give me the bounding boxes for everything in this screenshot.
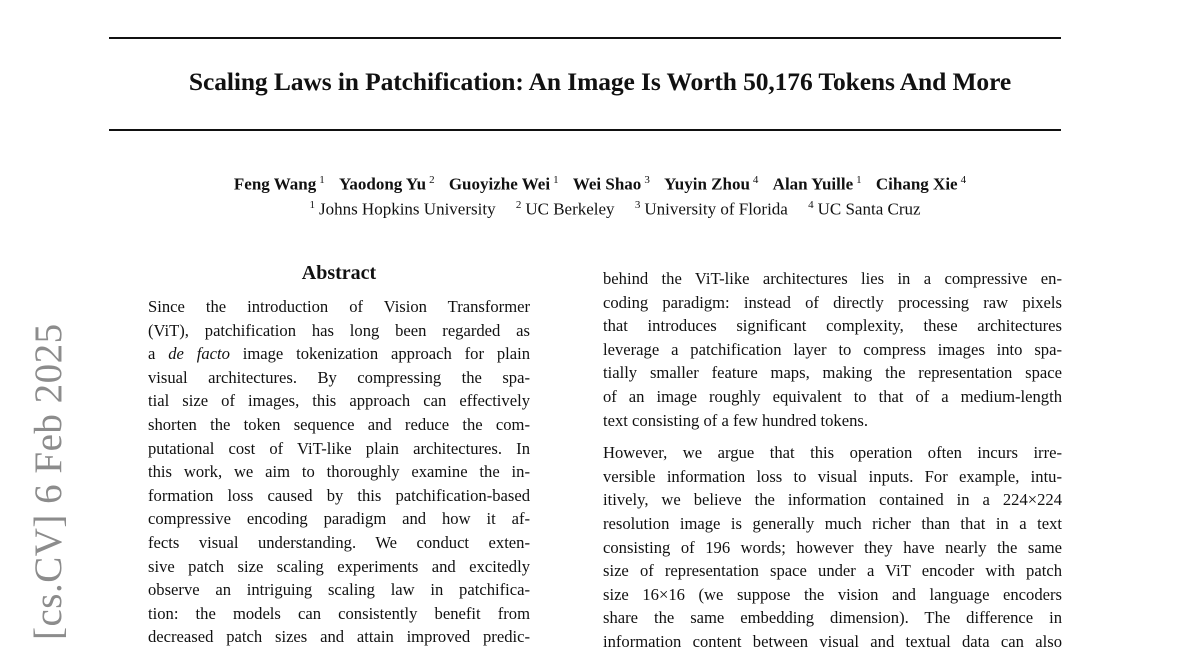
author: Guoyizhe Wei $^1$: [448, 174, 559, 194]
body-line: size 16×16 (we suppose the vision and language encoders: [603, 584, 1062, 604]
body-line: itively, we believe the information contained in a 224×224: [603, 490, 1062, 510]
abstract-line: Since the introduction of Vision Transformer: [148, 297, 530, 316]
abstract-line: a de facto image tokenization approach for plain: [148, 344, 530, 364]
paper-title: Scaling Laws in Patchification: An Image Is Worth 50,176 Tokens And More: [188, 67, 1012, 96]
body-line: behind the ViT-like architectures lies in a compressive en-: [603, 269, 1062, 288]
body-line: size of representation space under a ViT encoder with patch: [603, 561, 1062, 581]
affiliation: $^4$ UC Santa Cruz: [808, 199, 921, 219]
author: Yaodong Yu $^2$: [338, 174, 435, 194]
abstract-line: observe an intriguing scaling law in patchifica-: [148, 580, 530, 600]
body-line: leverage a patchification layer to compress images into spa-: [603, 339, 1062, 359]
body-line: that introduces significant complexity, these architectures: [603, 316, 1062, 336]
body-line: resolution image is generally much richer than that in a text: [603, 513, 1062, 533]
body-line: tially smaller feature maps, making the representation space: [603, 363, 1062, 383]
body-line: information content between visual and textual data can also: [603, 631, 1062, 651]
body-line: text consisting of a few hundred tokens.: [603, 410, 868, 430]
abstract-line: decreased patch sizes and attain improved predic-: [148, 627, 530, 647]
abstract-line: compressive encoding paradigm and how it af-: [148, 509, 530, 529]
intro-body: [603, 267, 1062, 654]
body-line: of an image roughly equivalent to that of a medium-length: [603, 386, 1062, 406]
abstract-line: visual architectures. By compressing the spa-: [148, 367, 530, 387]
body-line: However, we argue that this operation often incurs irre-: [603, 443, 1062, 463]
abstract-line: putational cost of ViT-like plain architectures. In: [148, 438, 530, 458]
author: Wei Shao $^3$: [572, 174, 650, 194]
affiliation: $^2$ UC Berkeley: [515, 199, 615, 219]
abstract-line: tial size of images, this approach can effectively: [148, 391, 530, 411]
affiliation-list: [60, 199, 1170, 220]
author-list: [60, 174, 1140, 195]
abstract-line: shorten the token sequence and reduce the com-: [148, 414, 530, 434]
affiliation: $^3$ University of Florida: [634, 199, 788, 219]
title-bottom-rule: [109, 129, 1061, 131]
arxiv-id-stamp: [cs.CV] 6 Feb 2025: [27, 323, 70, 640]
title-top-rule: [109, 37, 1061, 39]
abstract-body: [148, 295, 530, 649]
body-line: versible information loss to visual inputs. For example, intu-: [603, 466, 1062, 486]
author: Feng Wang $^1$: [233, 174, 325, 194]
abstract-heading: Abstract: [301, 262, 377, 284]
body-line: share the same embedding dimension). The difference in: [603, 608, 1062, 628]
intro-paragraph-1: [603, 267, 1062, 432]
body-line: consisting of 196 words; however they have nearly the same: [603, 537, 1062, 557]
abstract-line: sive patch size scaling experiments and excitedly: [148, 556, 530, 576]
abstract-line: this work, we aim to thoroughly examine the in-: [148, 462, 530, 482]
abstract-line: fects visual understanding. We conduct exten-: [148, 532, 530, 552]
abstract-line: (ViT), patchification has long been regarded as: [148, 320, 530, 340]
author: Cihang Xie $^4$: [875, 174, 967, 194]
intro-paragraph-2: [603, 441, 1062, 653]
affiliation: $^1$ Johns Hopkins University: [309, 199, 496, 219]
body-line: coding paradigm: instead of directly processing raw pixels: [603, 292, 1062, 312]
author: Alan Yuille $^1$: [772, 174, 862, 194]
abstract-line: formation loss caused by this patchification-based: [148, 485, 530, 505]
abstract-line: tion: the models can consistently benefit from: [148, 603, 530, 623]
author: Yuyin Zhou $^4$: [664, 174, 759, 194]
